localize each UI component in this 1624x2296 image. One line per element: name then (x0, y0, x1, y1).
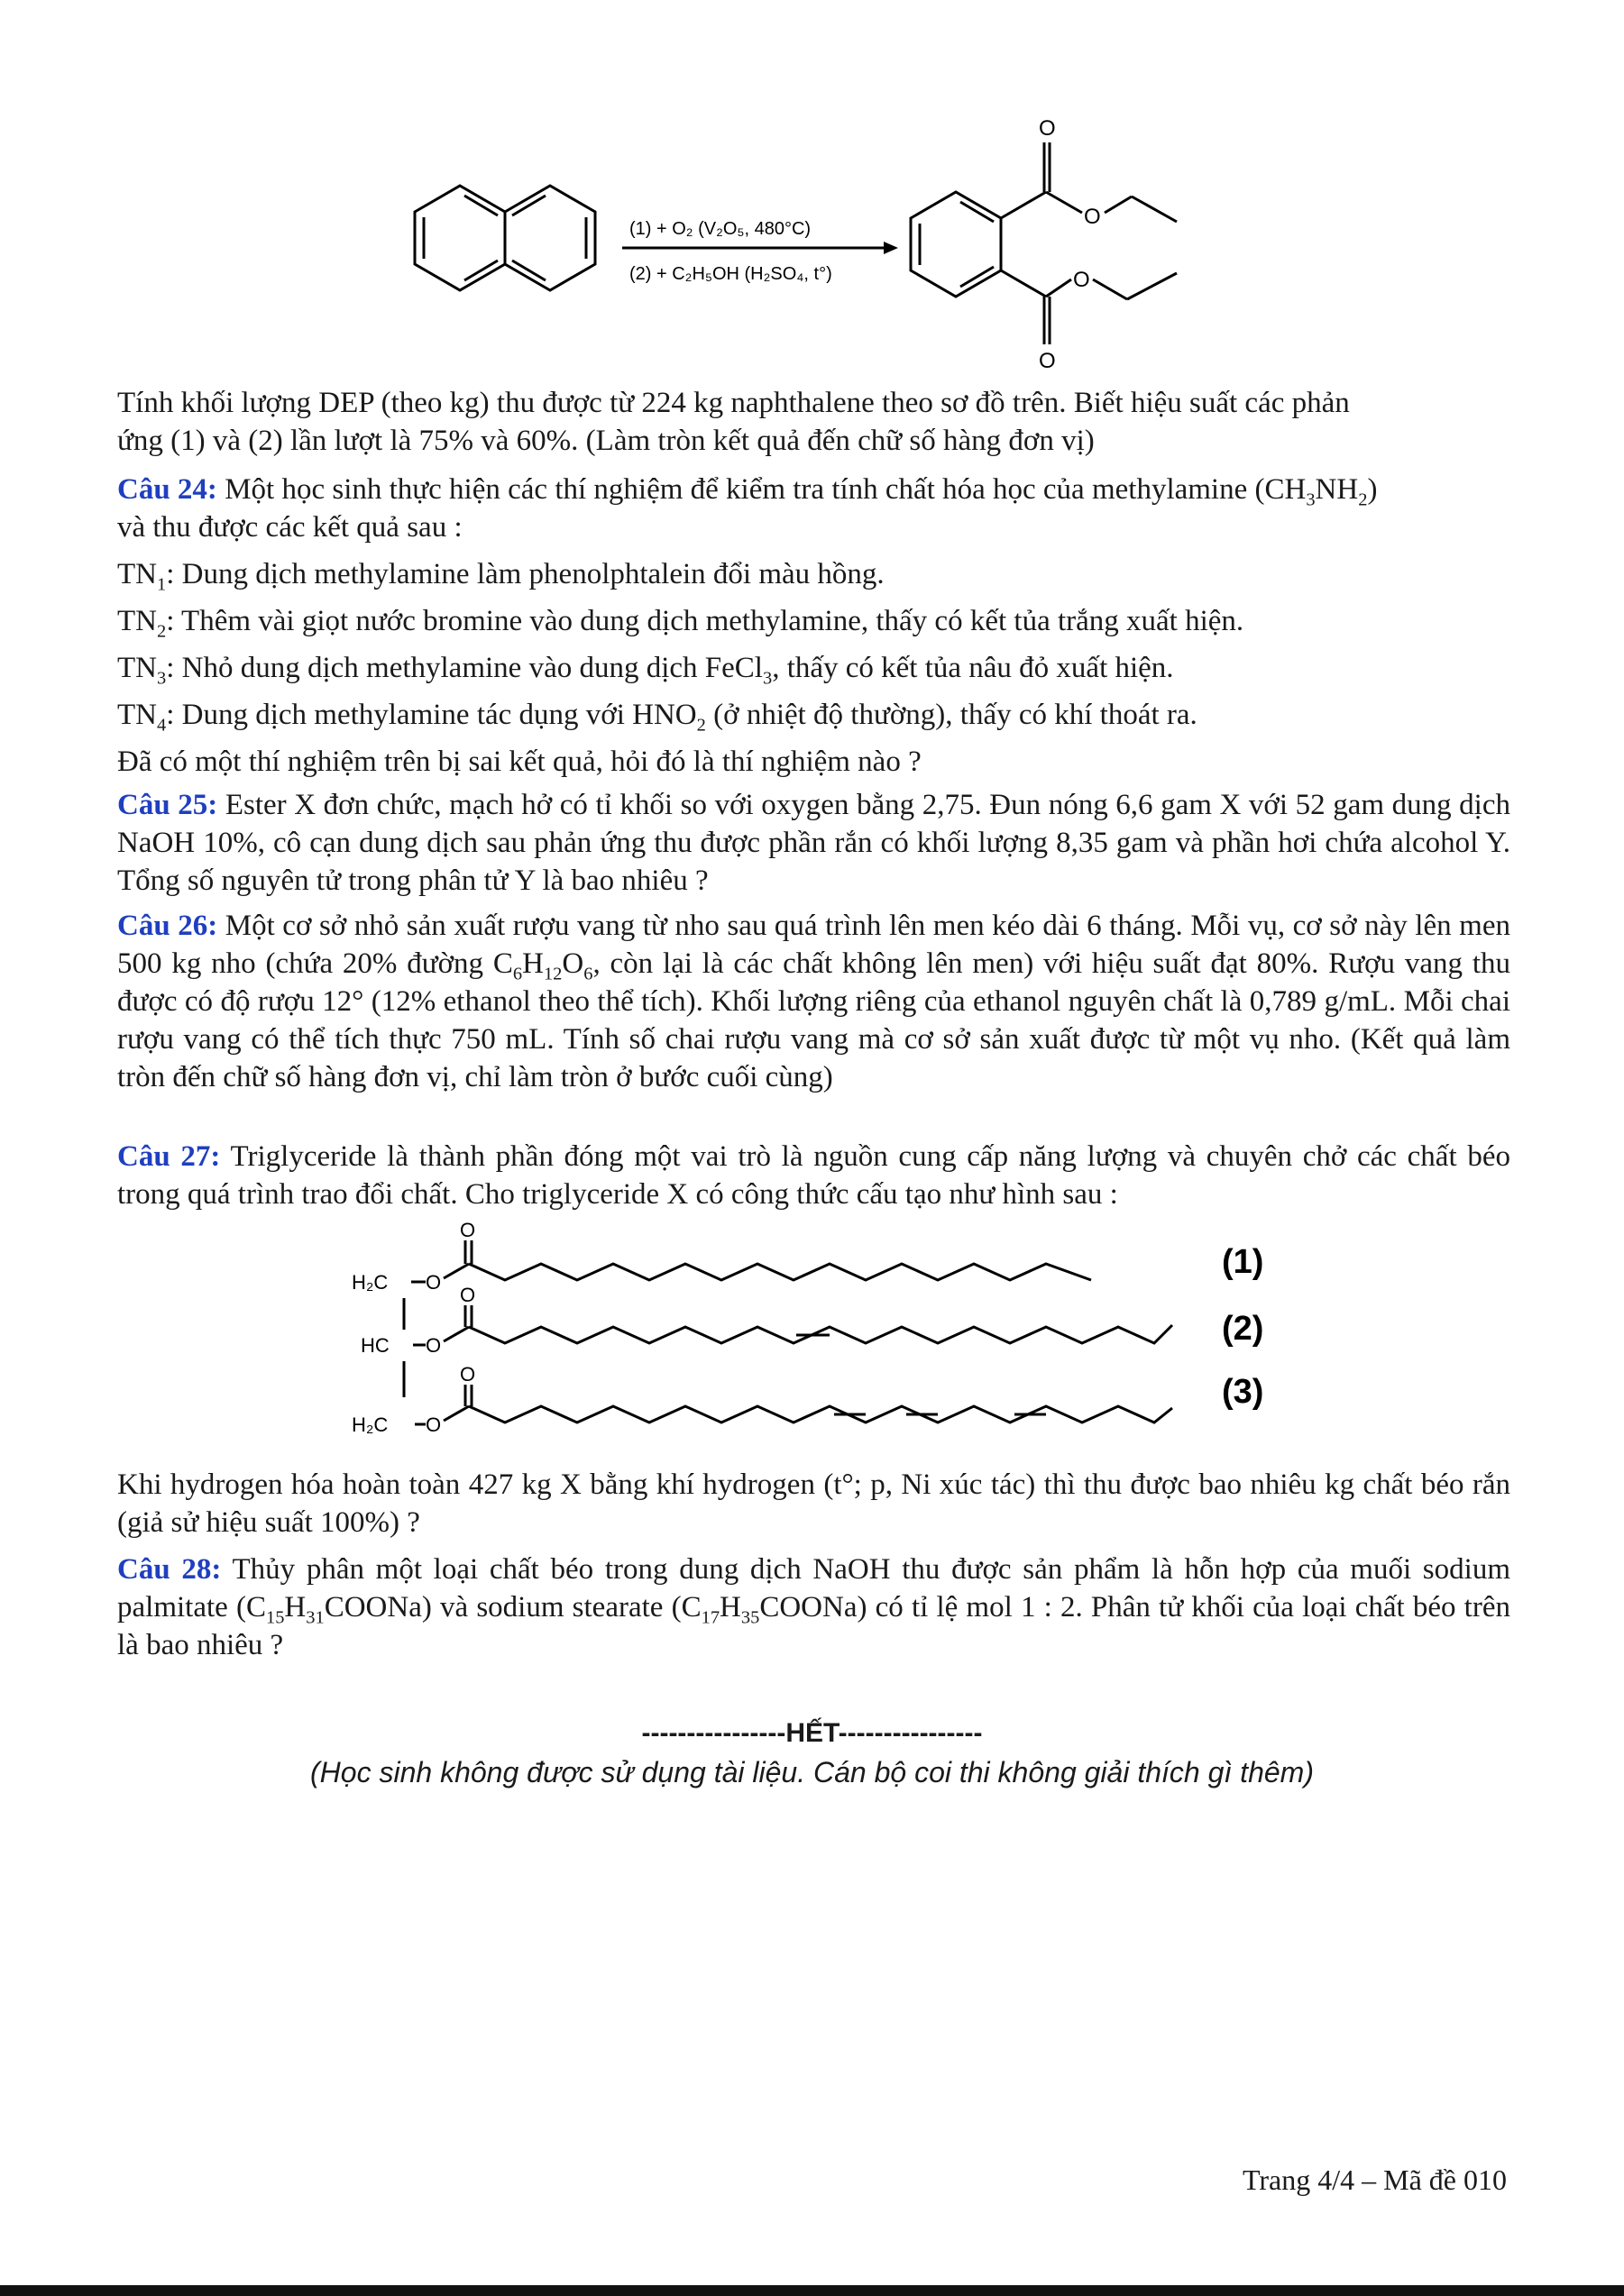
reaction-arrow (622, 242, 898, 254)
subscript: 3 (1306, 489, 1316, 510)
subscript: 31 (306, 1607, 325, 1628)
q25-label: Câu 25: (117, 789, 218, 821)
atom-o-ester-bottom: O (1073, 268, 1090, 292)
subscript: 2 (157, 621, 167, 642)
subscript: 6 (583, 964, 593, 984)
subscript: 35 (740, 1607, 760, 1628)
carbonyl-o-2: O (460, 1284, 476, 1306)
tn2-text: : Thêm vài giọt nước bromine vào dung dịch methylamine, thấy có kết tủa trắng xuất hiện. (166, 605, 1244, 637)
exam-note: (Học sinh không được sử dụng tài liệu. Cán bộ coi thi không giải thích gì thêm) (310, 1756, 1314, 1788)
subscript: 2 (1358, 489, 1368, 510)
atom-o-ester-top: O (1084, 205, 1101, 229)
subscript: 3 (157, 668, 167, 689)
tn3-text: : Nhỏ dung dịch methylamine vào dung dịch FeCl (166, 652, 763, 684)
q23-tail-line1: Tính khối lượng DEP (theo kg) thu được từ 224 kg naphthalene theo sơ đồ trên. Biết hiệu suất các phản (117, 387, 1350, 419)
q24-question: Đã có một thí nghiệm trên bị sai kết quả, hỏi đó là thí nghiệm nào ? (117, 746, 922, 778)
question-25 (117, 786, 1510, 900)
fatty-chain-3 (469, 1406, 1172, 1422)
subscript: 1 (157, 574, 167, 595)
tn3-text: , thấy có kết tủa nâu đỏ xuất hiện. (772, 652, 1174, 684)
bottom-border (0, 2285, 1624, 2296)
carbonyl-o-3: O (460, 1363, 476, 1386)
q27-label: Câu 27: (117, 1140, 221, 1173)
experiment-3 (117, 649, 1510, 687)
diethyl-phthalate-structure (911, 142, 1177, 344)
q28-text: H (720, 1591, 741, 1624)
fatty-chain-1 (469, 1264, 1091, 1280)
q28-label: Câu 28: (117, 1553, 222, 1586)
end-marker: ----------------HẾT---------------- (641, 1718, 983, 1748)
question-26 (117, 907, 1510, 1096)
q26-text: H (522, 947, 544, 980)
tn4-text: : Dung dịch methylamine tác dụng với HNO (166, 699, 697, 731)
q28-text: Thủy phân một loại chất béo trong dung dịch NaOH thu được sản phẩm là hỗn hợp của muối sodium palmitate (C (117, 1553, 1510, 1624)
q23-tail-line2: ứng (1) và (2) lần lượt là 75% và 60%. (Làm tròn kết quả đến chữ số hàng đơn vị) (117, 425, 1095, 457)
chain-label-3: (3) (1222, 1373, 1264, 1411)
hc-label: HC (361, 1334, 390, 1357)
q23-tail (117, 384, 1510, 460)
q26-label: Câu 26: (117, 910, 218, 942)
q25-text: Ester X đơn chức, mạch hở có tỉ khối so với oxygen bằng 2,75. Đun nóng 6,6 gam X với 52 gam dung dịch NaOH 10%, cô cạn dung dịch sau phản ứng thu được phần rắn có khối lượng 8,35 gam và phần hơi chứa alcohol Y. Tổng số nguyên tử trong phân tử Y là bao nhiêu ? (117, 789, 1510, 897)
reaction-condition-step2: (2) + C₂H₅OH (H₂SO₄, t°) (629, 264, 832, 284)
experiment-1 (117, 555, 1510, 593)
q28-text: COONa) và sodium stearate (C (324, 1591, 702, 1624)
tn-prefix: TN (117, 558, 157, 590)
subscript: 6 (512, 964, 523, 984)
q24-text: NH (1315, 473, 1359, 506)
q28-text: COONa) có tỉ lệ mol 1 : 2. Phân tử khối của loại chất béo trên là bao nhiêu ? (117, 1591, 1510, 1661)
question-27 (117, 1138, 1510, 1213)
subscript: 12 (543, 964, 563, 984)
question-28 (117, 1550, 1510, 1664)
q24-text: Một học sinh thực hiện các thí nghiệm để kiểm tra tính chất hóa học của methylamine (CH (216, 473, 1307, 506)
carbonyl-o-1: O (460, 1219, 476, 1241)
q27-question: Khi hydrogen hóa hoàn toàn 427 kg X bằng khí hydrogen (t°; p, Ni xúc tác) thì thu được bao nhiêu kg chất béo rắn (giả sử hiệu suất 100%) ? (117, 1468, 1510, 1539)
subscript: 15 (265, 1607, 285, 1628)
tn-prefix: TN (117, 652, 157, 684)
tn-prefix: TN (117, 699, 157, 731)
triglyceride-structure (343, 1217, 1289, 1460)
question-24 (117, 471, 1510, 546)
h2c-bottom-label: H₂C (352, 1413, 389, 1436)
tn-prefix: TN (117, 605, 157, 637)
o-top-label: O (426, 1271, 442, 1294)
chain-label-2: (2) (1222, 1310, 1264, 1348)
reaction-condition-step1: (1) + O₂ (V₂O₅, 480°C) (629, 219, 812, 239)
q24-text: ) (1367, 473, 1378, 506)
subscript: 2 (696, 715, 706, 736)
q26-text: , còn lại là các chất không lên men) với hiệu suất đạt 80%. Rượu vang thu được có độ rượu 12° (12% ethanol theo thể tích). Khối lượng riêng của ethanol nguyên chất là 0,789 g/mL. Mỗi chai rượu vang có thể tích thực 750 mL. Tính số chai rượu vang mà cơ sở sản xuất được từ một vụ nho. (Kết quả làm tròn đến chữ số hàng đơn vị, chỉ làm tròn ở bước cuối cùng) (117, 947, 1510, 1093)
h2c-top-label: H₂C (352, 1271, 389, 1294)
page-footer: Trang 4/4 – Mã đề 010 (1242, 2163, 1507, 2196)
o-bottom-label: O (426, 1413, 442, 1436)
o-mid-label: O (426, 1334, 442, 1357)
tn4-text: (ở nhiệt độ thường), thấy có khí thoát ra. (705, 699, 1197, 731)
atom-o-carbonyl-top: O (1039, 116, 1056, 141)
subscript: 4 (157, 715, 167, 736)
subscript: 3 (762, 668, 773, 689)
q28-text: H (284, 1591, 307, 1624)
q24-text: và thu được các kết quả sau : (117, 511, 463, 544)
tn1-text: : Dung dịch methylamine làm phenolphtalein đổi màu hồng. (166, 558, 885, 590)
atom-o-carbonyl-bottom: O (1039, 349, 1056, 373)
dep-synthesis-scheme (397, 108, 1226, 379)
naphthalene-structure (415, 186, 595, 290)
q24-label: Câu 24: (117, 473, 217, 506)
experiment-4 (117, 696, 1510, 734)
experiment-2 (117, 602, 1510, 640)
subscript: 17 (701, 1607, 720, 1628)
q26-text: Một cơ sở nhỏ sản xuất rượu vang từ nho sau quá trình lên men kéo dài 6 tháng. Mỗi vụ, cơ sở này lên men 500 kg nho (chứa 20% đường C (117, 910, 1510, 980)
q27-text: Triglyceride là thành phần đóng một vai trò là nguồn cung cấp năng lượng và chuyên chở các chất béo trong quá trình trao đổi chất. Cho triglyceride X có công thức cấu tạo như hình sau : (117, 1140, 1510, 1211)
chain-label-1: (1) (1222, 1243, 1264, 1281)
q26-text: O (562, 947, 584, 980)
